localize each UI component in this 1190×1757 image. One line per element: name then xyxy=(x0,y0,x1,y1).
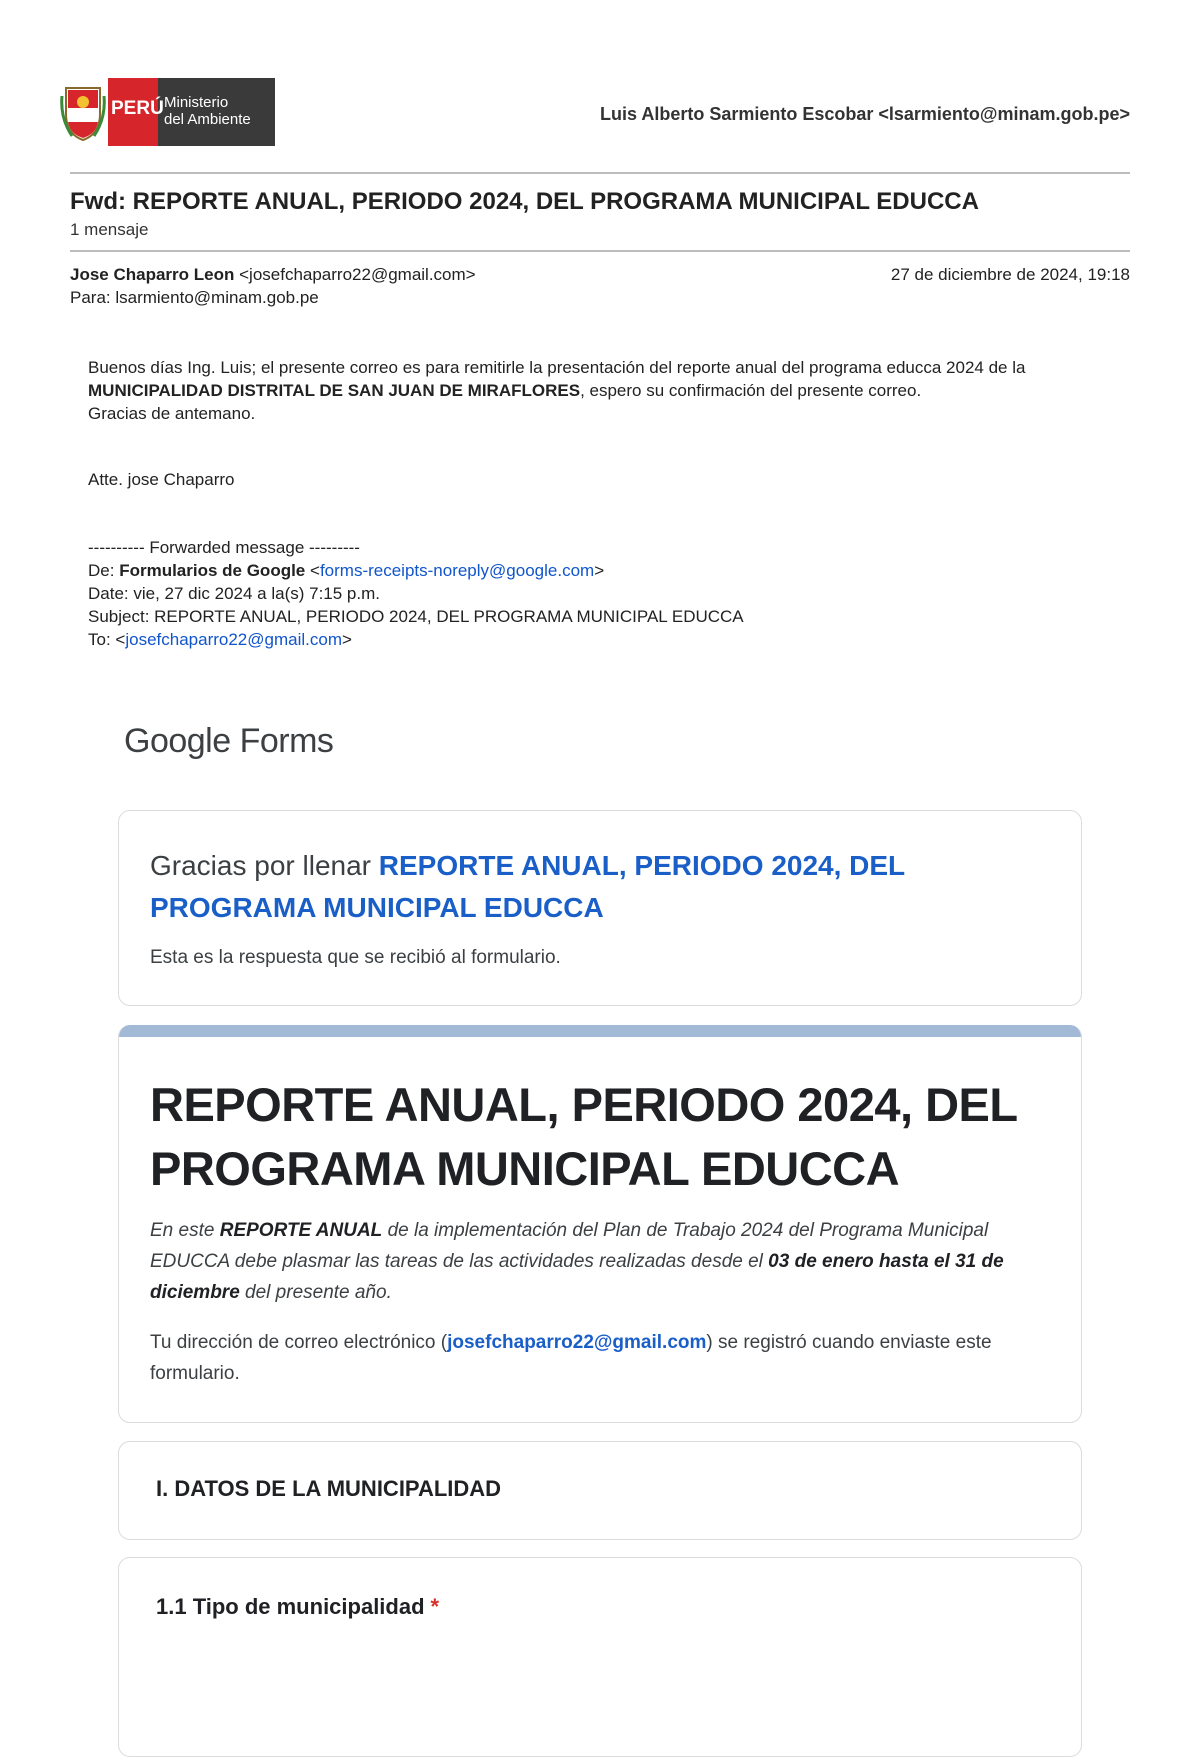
message-count: 1 mensaje xyxy=(70,220,149,239)
forwarded-block: ---------- Forwarded message --------- De: Formularios de Google <forms-receipts-noreply@google.com> Date: vie, 27 dic 2024 a la(s) 7:15 p.m. Subject: REPORTE ANUAL, PERIODO 2024, DEL PROGRAMA MUNICIPAL EDUCCA To: <josefchaparro22@gmail.com> xyxy=(88,538,744,649)
forwarded-to-email-link[interactable]: josefchaparro22@gmail.com xyxy=(125,630,342,649)
message-sender xyxy=(70,265,476,285)
form-title-link[interactable]: REPORTE ANUAL, PERIODO 2024, DEL PROGRAMA MUNICIPAL EDUCCA xyxy=(150,850,905,923)
recorded-email: josefchaparro22@gmail.com xyxy=(447,1332,707,1353)
thanks-card xyxy=(118,810,1082,1006)
logo-ministry: Ministerio del Ambiente xyxy=(164,94,251,128)
message-date: 27 de diciembre de 2024, 19:18 xyxy=(890,265,1130,284)
header-divider xyxy=(70,172,1130,174)
response-received-text: Esta es la respuesta que se recibió al formulario. xyxy=(150,947,561,968)
recorded-email-notice: Tu dirección de correo electrónico (josefchaparro22@gmail.com) se registró cuando enviaste este formulario. xyxy=(150,1332,992,1384)
email-subject: Fwd: REPORTE ANUAL, PERIODO 2024, DEL PROGRAMA MUNICIPAL EDUCCA xyxy=(70,188,979,215)
question-card xyxy=(118,1557,1082,1757)
subject-divider xyxy=(70,250,1130,252)
form-header-card xyxy=(118,1025,1082,1423)
card-accent-band xyxy=(119,1025,1081,1037)
account-user: Luis Alberto Sarmiento Escobar <lsarmiento@minam.gob.pe> xyxy=(599,104,1130,124)
minam-logo xyxy=(60,78,275,146)
sender-email: <josefchaparro22@gmail.com> xyxy=(239,265,476,284)
message-recipient: Para: lsarmiento@minam.gob.pe xyxy=(70,288,319,307)
thanks-heading: Gracias por llenar REPORTE ANUAL, PERIODO 2024, DEL PROGRAMA MUNICIPAL EDUCCA xyxy=(150,850,905,923)
required-marker: * xyxy=(430,1594,440,1619)
form-title: REPORTE ANUAL, PERIODO 2024, DEL PROGRAMA MUNICIPAL EDUCCA xyxy=(150,1078,1017,1195)
form-description: En este REPORTE ANUAL de la implementación del Plan de Trabajo 2024 del Programa Municipal EDUCCA debe plasmar las tareas de las actividades realizadas desde el 03 de enero hasta el 31 de diciembre del presente año. xyxy=(150,1220,1004,1303)
forwarded-from-email-link[interactable]: forms-receipts-noreply@google.com xyxy=(319,561,595,580)
logo-country: PERÚ xyxy=(111,98,164,119)
question-title: 1.1 Tipo de municipalidad * xyxy=(156,1594,440,1619)
section-title: I. DATOS DE LA MUNICIPALIDAD xyxy=(156,1476,502,1501)
google-forms-logo: Google Forms xyxy=(124,722,334,760)
message-signature: Atte. jose Chaparro xyxy=(88,470,235,489)
sender-name: Jose Chaparro Leon xyxy=(70,265,235,284)
message-body: Buenos días Ing. Luis; el presente correo es para remitirle la presentación del reporte anual del programa educca 2024 de la MUNICIPALIDAD DISTRITAL DE SAN JUAN DE MIRAFLORES, espero su confirmación del presente correo. Gracias de antemano. xyxy=(88,358,1026,423)
section-card xyxy=(118,1441,1082,1540)
